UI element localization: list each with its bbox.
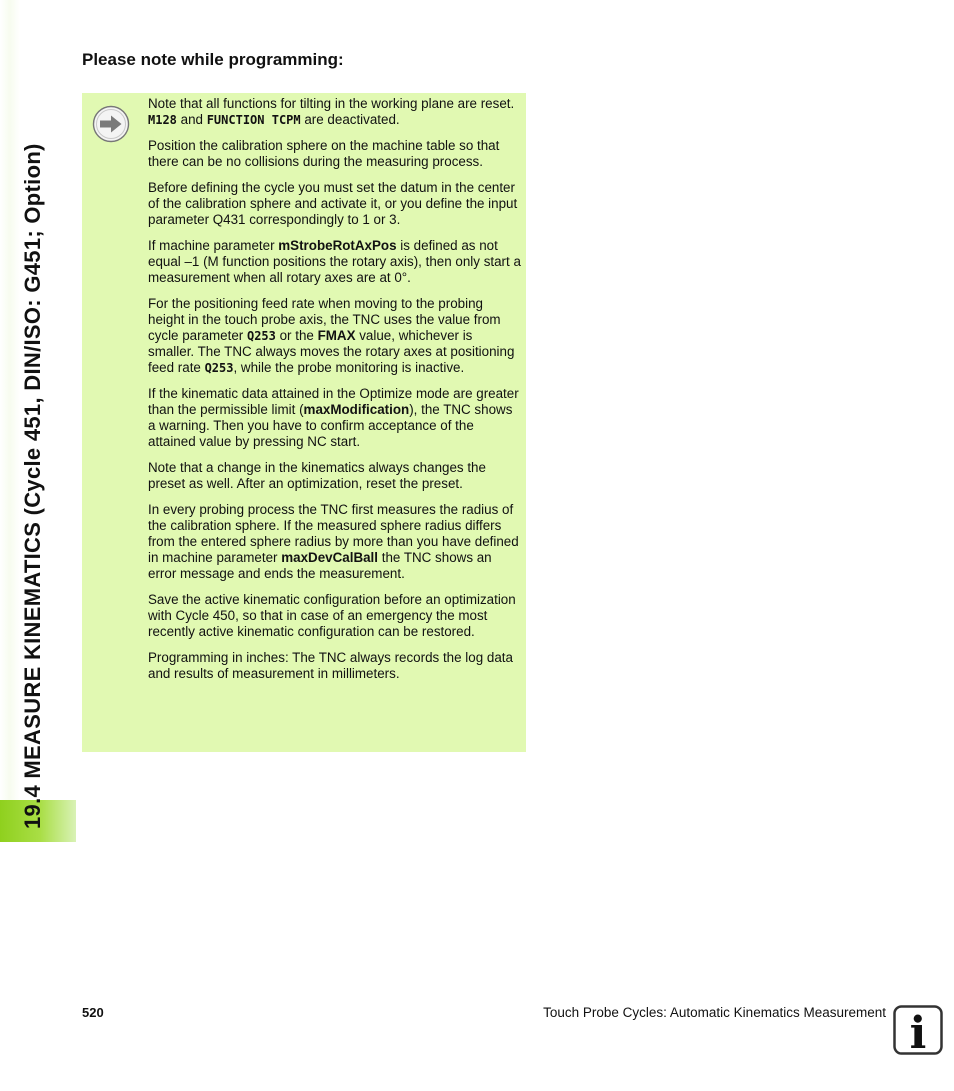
footer-title: Touch Probe Cycles: Automatic Kinematics Measurement xyxy=(543,1005,886,1020)
text-run: Before defining the cycle you must set the datum in the center of the calibration sphere and activate it, or you define the input parameter Q431 correspondingly to 1 or 3. xyxy=(148,180,518,227)
text-run: Save the active kinematic configuration before an optimization with Cycle 450, so that in case of an emergency the most recently active kinematic configuration can be restored. xyxy=(148,592,516,639)
chapter-title: 19.4 MEASURE KINEMATICS (Cycle 451, DIN/ISO: G451; Option) xyxy=(20,143,45,829)
text-run: is defined as not equal –1 (M function positions the rotary axis), then only start a measurement when all rotary axes are at 0°. xyxy=(148,238,521,285)
text-run: Position the calibration sphere on the machine table so that there can be no collisions during the measuring process. xyxy=(148,138,500,169)
text-run: the TNC shows an error message and ends the measurement. xyxy=(148,550,492,581)
text-run: Note that a change in the kinematics always changes the preset as well. After an optimization, reset the preset. xyxy=(148,460,486,491)
section-heading: Please note while programming: xyxy=(82,50,344,69)
note-paragraph xyxy=(148,650,522,682)
text-run: or the xyxy=(275,328,318,343)
text-run: Programming in inches: The TNC always records the log data and results of measurement in millimeters. xyxy=(148,650,513,681)
code-term: M128 xyxy=(148,113,177,127)
text-run: For the positioning feed rate when moving to the probing height in the touch probe axis, the TNC uses the value from cycle parameter xyxy=(148,296,501,343)
note-paragraph xyxy=(148,502,522,582)
text-run: Note that all functions for tilting in the working plane are reset. xyxy=(148,96,515,111)
arrow-right-icon xyxy=(92,105,130,143)
text-run: , while the probe monitoring is inactive. xyxy=(233,360,465,375)
note-paragraph xyxy=(148,238,522,286)
parameter-name: maxDevCalBall xyxy=(281,550,378,565)
text-run: In every probing process the TNC first measures the radius of the calibration sphere. If the measured sphere radius differs from the entered sphere radius by more than you have defined in machine parameter xyxy=(148,502,519,565)
text-run: If machine parameter xyxy=(148,238,279,253)
code-term: FUNCTION TCPM xyxy=(206,113,301,127)
note-text xyxy=(148,96,522,692)
page-number: 520 xyxy=(82,1005,104,1020)
text-run: are deactivated. xyxy=(300,112,400,127)
text-run: and xyxy=(176,112,207,127)
info-icon-glyph: i xyxy=(909,1008,927,1055)
note-box xyxy=(82,93,526,752)
parameter-name: maxModification xyxy=(303,402,410,417)
text-run: If the kinematic data attained in the Optimize mode are greater than the permissible limit ( xyxy=(148,386,519,417)
info-icon xyxy=(893,1005,943,1055)
note-paragraph xyxy=(148,180,522,228)
note-paragraph xyxy=(148,296,522,376)
parameter-name: mStrobeRotAxPos xyxy=(278,238,397,253)
side-tab xyxy=(0,0,76,842)
note-paragraph xyxy=(148,138,522,170)
code-term: Q253 xyxy=(204,361,234,375)
text-run: value, whichever is smaller. The TNC always moves the rotary axes at positioning feed rate xyxy=(148,328,515,375)
note-paragraph xyxy=(148,460,522,492)
parameter-name: FMAX xyxy=(317,328,356,343)
code-term: Q253 xyxy=(246,329,276,343)
note-paragraph xyxy=(148,592,522,640)
note-paragraph xyxy=(148,386,522,450)
note-paragraph xyxy=(148,96,522,128)
text-run: ), the TNC shows a warning. Then you have to confirm acceptance of the attained value by pressing NC start. xyxy=(148,402,513,449)
